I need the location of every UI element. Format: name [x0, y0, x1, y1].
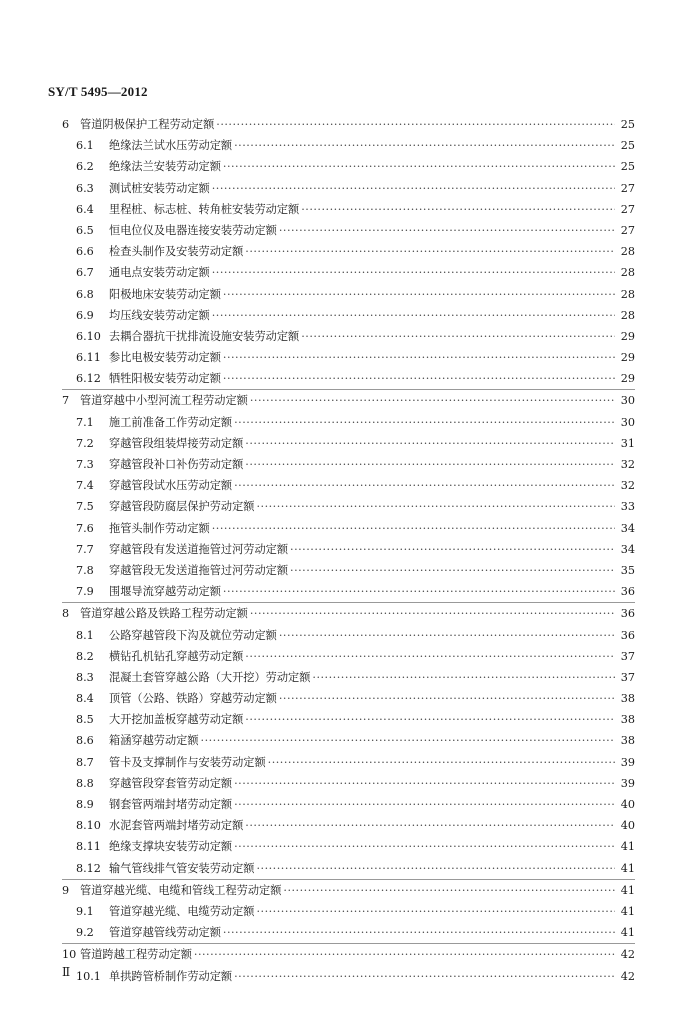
toc-entry-number: 6.9 [76, 308, 94, 322]
toc-entry-number: 7 [62, 394, 70, 408]
toc-dot-leader [234, 773, 615, 794]
toc-dot-leader [279, 220, 615, 241]
toc-entry-page: 41 [620, 840, 635, 854]
toc-section-entry[interactable] [76, 178, 635, 199]
toc-chapter-entry[interactable] [62, 390, 635, 411]
toc-dot-leader [245, 454, 615, 475]
toc-dot-leader [234, 966, 615, 987]
toc-entry-number: 8.3 [76, 670, 94, 684]
toc-entry-page: 40 [620, 819, 635, 833]
toc-entry-page: 38 [620, 713, 635, 727]
toc-entry-page: 34 [620, 542, 635, 556]
toc-entry-page: 37 [620, 670, 635, 684]
toc-entry-page: 34 [620, 521, 635, 535]
toc-entry-page: 27 [620, 181, 635, 195]
toc-section-entry[interactable] [76, 688, 635, 709]
toc-entry-number: 6.7 [76, 266, 94, 280]
toc-dot-leader [301, 326, 615, 347]
toc-dot-leader [301, 199, 615, 220]
toc-entry-page: 37 [620, 649, 635, 663]
toc-entry-title: 管道穿越光缆、电缆劳动定额 [109, 904, 255, 918]
toc-entry-page: 39 [620, 776, 635, 790]
toc-section-entry[interactable] [76, 539, 635, 560]
toc-section-entry[interactable] [76, 625, 635, 646]
toc-dot-leader [216, 114, 615, 135]
toc-dot-leader [223, 156, 615, 177]
toc-entry-title: 穿越管段无发送道拖管过河劳动定额 [109, 563, 289, 577]
toc-entry-title: 拖管头制作劳动定额 [109, 521, 210, 535]
toc-entry-number: 8 [62, 607, 70, 621]
toc-entry-title: 绝缘法兰试水压劳动定额 [109, 139, 233, 153]
toc-dot-leader [223, 922, 615, 943]
toc-entry-title: 箱涵穿越劳动定额 [109, 734, 199, 748]
toc-dot-leader [212, 262, 615, 283]
toc-entry-number: 7.7 [76, 542, 94, 556]
toc-dot-leader [250, 390, 615, 411]
toc-entry-page: 38 [620, 734, 635, 748]
document-code-header: SY/T 5495—2012 [48, 84, 148, 99]
toc-entry-page: 42 [620, 969, 635, 983]
toc-dot-leader [245, 646, 615, 667]
toc-dot-leader [234, 135, 615, 156]
toc-section-entry[interactable] [76, 368, 635, 389]
toc-section-entry[interactable] [76, 773, 635, 794]
toc-entry-number: 10 [62, 948, 77, 962]
toc-section-entry[interactable] [76, 815, 635, 836]
toc-entry-title: 穿越管段组装焊接劳动定额 [109, 436, 244, 450]
toc-entry-number: 6.2 [76, 160, 94, 174]
toc-dot-leader [234, 836, 615, 857]
toc-entry-number: 7.9 [76, 585, 94, 599]
toc-entry-number: 10.1 [76, 969, 101, 983]
toc-entry-title: 管卡及支撑制作与安装劳动定额 [109, 755, 266, 769]
toc-dot-leader [212, 178, 615, 199]
toc-entry-number: 6.6 [76, 245, 94, 259]
toc-section-entry[interactable] [76, 241, 635, 262]
toc-entry-number: 7.3 [76, 458, 94, 471]
toc-section-entry[interactable] [76, 347, 635, 368]
toc-entry-number: 8.5 [76, 713, 94, 727]
toc-entry-title: 单拱跨管桥制作劳动定额 [109, 969, 233, 983]
toc-entry-page: 30 [620, 394, 635, 408]
toc-entry-number: 8.1 [76, 628, 94, 642]
toc-entry-title: 施工前准备工作劳动定额 [109, 415, 233, 429]
toc-section-entry[interactable] [76, 581, 635, 602]
toc-entry-page: 36 [620, 585, 635, 599]
toc-entry-page: 28 [620, 308, 635, 322]
toc-entry-number: 7.8 [76, 563, 94, 577]
toc-entry-title: 通电点安装劳动定额 [109, 266, 210, 280]
toc-entry-page: 35 [620, 563, 635, 577]
toc-dot-leader [312, 667, 615, 688]
table-of-contents [0, 114, 691, 987]
toc-dot-leader [234, 475, 615, 496]
toc-entry-number: 8.7 [76, 755, 94, 769]
toc-entry-title: 管道穿越公路及铁路工程劳动定额 [80, 607, 248, 621]
toc-dot-leader [245, 241, 615, 262]
toc-dot-leader [256, 858, 615, 879]
toc-entry-page: 27 [620, 202, 635, 216]
toc-entry-page: 41 [620, 926, 635, 940]
toc-entry-page: 38 [620, 692, 635, 706]
toc-section-entry[interactable] [76, 326, 635, 347]
toc-entry-number: 8.11 [76, 840, 101, 854]
toc-entry-number: 6.3 [76, 181, 94, 195]
toc-entry-number: 6.8 [76, 287, 94, 301]
toc-entry-page: 27 [620, 223, 635, 237]
toc-entry-title: 绝缘法兰安装劳动定额 [109, 160, 221, 174]
toc-chapter-entry[interactable] [62, 880, 635, 901]
toc-entry-title: 管道阴极保护工程劳动定额 [80, 118, 215, 131]
toc-entry-page: 25 [620, 118, 635, 131]
toc-entry-title: 测试桩安装劳动定额 [109, 181, 210, 195]
toc-section-entry[interactable] [76, 305, 635, 326]
toc-dot-leader [250, 603, 615, 624]
toc-entry-number: 6.1 [76, 139, 94, 153]
toc-entry-page: 39 [620, 755, 635, 769]
toc-entry-title: 水泥套管两端封堵劳动定额 [109, 819, 244, 833]
toc-entry-number: 7.1 [76, 415, 94, 429]
toc-dot-leader [256, 901, 615, 922]
toc-entry-title: 管道跨越工程劳动定额 [80, 948, 192, 962]
toc-dot-leader [245, 433, 615, 454]
toc-entry-title: 牺牲阳极安装劳动定额 [109, 372, 221, 386]
toc-entry-number: 7.2 [76, 436, 94, 450]
toc-entry-page: 28 [620, 245, 635, 259]
toc-dot-leader [194, 944, 615, 965]
toc-dot-leader [290, 539, 615, 560]
toc-dot-leader [256, 496, 615, 517]
toc-entry-title: 围堰导流穿越劳动定额 [109, 585, 221, 599]
toc-entry-title: 穿越管段穿套管劳动定额 [109, 776, 233, 790]
toc-chapter-entry[interactable] [62, 603, 635, 624]
toc-entry-number: 6.11 [76, 351, 101, 365]
toc-dot-leader [245, 815, 615, 836]
toc-entry-title: 钢套管两端封堵劳动定额 [109, 798, 233, 811]
toc-dot-leader [223, 347, 615, 368]
toc-entry-page: 31 [620, 436, 635, 450]
toc-section-entry[interactable] [76, 496, 635, 517]
toc-entry-title: 均压线安装劳动定额 [109, 308, 210, 322]
toc-section-entry[interactable] [76, 156, 635, 177]
toc-entry-page: 41 [620, 861, 635, 875]
toc-entry-title: 检查头制作及安装劳动定额 [109, 245, 244, 259]
toc-section-entry[interactable] [76, 646, 635, 667]
toc-entry-title: 输气管线排气管安装劳动定额 [109, 861, 255, 875]
toc-dot-leader [212, 518, 615, 539]
toc-dot-leader [234, 794, 615, 815]
toc-section-entry[interactable] [76, 199, 635, 220]
toc-entry-page: 29 [620, 329, 635, 343]
toc-section-entry[interactable] [76, 794, 635, 815]
toc-section-entry[interactable] [76, 518, 635, 539]
toc-entry-number: 6.12 [76, 372, 101, 386]
toc-section-entry[interactable] [76, 667, 635, 688]
toc-entry-page: 42 [620, 948, 635, 962]
toc-dot-leader [223, 368, 615, 389]
toc-entry-title: 公路穿越管段下沟及就位劳动定额 [109, 628, 277, 642]
toc-entry-title: 里程桩、标志桩、转角桩安装劳动定额 [109, 202, 300, 216]
toc-entry-page: 29 [620, 372, 635, 386]
toc-chapter-entry[interactable] [62, 114, 635, 135]
toc-dot-leader [245, 709, 615, 730]
toc-entry-title: 参比电极安装劳动定额 [109, 351, 221, 365]
toc-dot-leader [201, 730, 615, 751]
toc-section-entry[interactable] [76, 560, 635, 581]
toc-entry-title: 阳极地床安装劳动定额 [109, 287, 221, 301]
toc-section-entry[interactable] [76, 433, 635, 454]
toc-entry-title: 横钻孔机钻孔穿越劳动定额 [109, 649, 244, 663]
toc-dot-leader [279, 688, 615, 709]
toc-dot-leader [212, 305, 615, 326]
toc-entry-title: 管道穿越光缆、电缆和管线工程劳动定额 [80, 883, 282, 897]
toc-entry-number: 6.5 [76, 223, 94, 237]
toc-entry-number: 9.2 [76, 926, 94, 940]
toc-dot-leader [279, 625, 615, 646]
toc-dot-leader [234, 412, 615, 433]
toc-section-entry[interactable] [76, 284, 635, 305]
toc-entry-number: 8.10 [76, 819, 101, 833]
toc-section-entry[interactable] [76, 412, 635, 433]
toc-dot-leader [268, 752, 615, 773]
toc-entry-page: 25 [620, 139, 635, 153]
page-number-roman: Ⅱ [62, 965, 71, 979]
toc-entry-number: 9.1 [76, 904, 94, 918]
toc-entry-number: 7.6 [76, 521, 94, 535]
toc-section-entry[interactable] [76, 922, 635, 943]
toc-entry-number: 6.10 [76, 329, 101, 343]
toc-entry-title: 恒电位仪及电器连接安装劳动定额 [109, 223, 277, 237]
toc-section-entry[interactable] [76, 709, 635, 730]
toc-entry-number: 8.9 [76, 798, 94, 811]
toc-section-entry[interactable] [76, 475, 635, 496]
toc-entry-page: 33 [620, 500, 635, 514]
toc-entry-number: 8.4 [76, 692, 94, 706]
toc-entry-page: 28 [620, 266, 635, 280]
toc-entry-page: 36 [620, 628, 635, 642]
toc-entry-page: 32 [620, 479, 635, 493]
toc-entry-page: 40 [620, 798, 635, 811]
toc-entry-page: 36 [620, 607, 635, 621]
toc-entry-page: 41 [620, 883, 635, 897]
toc-section-entry[interactable] [76, 752, 635, 773]
toc-entry-title: 穿越管段有发送道拖管过河劳动定额 [109, 542, 289, 556]
toc-dot-leader [283, 880, 615, 901]
toc-section-entry[interactable] [76, 901, 635, 922]
toc-entry-title: 穿越管段防腐层保护劳动定额 [109, 500, 255, 514]
toc-entry-title: 管道穿越管线劳动定额 [109, 926, 221, 940]
toc-section-entry[interactable] [76, 966, 635, 987]
toc-entry-number: 7.5 [76, 500, 94, 514]
toc-entry-page: 25 [620, 160, 635, 174]
toc-section-entry[interactable] [76, 135, 635, 156]
toc-section-entry[interactable] [76, 454, 635, 475]
toc-entry-title: 去耦合器抗干扰排流设施安装劳动定额 [109, 329, 300, 343]
toc-chapter-entry[interactable] [62, 944, 635, 965]
toc-dot-leader [223, 581, 615, 602]
toc-entry-number: 8.12 [76, 861, 101, 875]
toc-entry-title: 混凝土套管穿越公路（大开挖）劳动定额 [109, 670, 311, 684]
toc-entry-page: 41 [620, 904, 635, 918]
toc-entry-title: 大开挖加盖板穿越劳动定额 [109, 713, 244, 727]
toc-entry-title: 顶管（公路、铁路）穿越劳动定额 [109, 692, 277, 706]
toc-entry-page: 30 [620, 415, 635, 429]
toc-entry-page: 29 [620, 351, 635, 365]
toc-section-entry[interactable] [76, 262, 635, 283]
toc-entry-title: 穿越管段补口补伤劳动定额 [109, 458, 244, 471]
toc-entry-number: 7.4 [76, 479, 94, 493]
toc-entry-number: 8.8 [76, 776, 94, 790]
toc-section-entry[interactable] [76, 858, 635, 879]
toc-dot-leader [223, 284, 615, 305]
toc-entry-page: 32 [620, 458, 635, 471]
toc-entry-number: 6.4 [76, 202, 94, 216]
toc-section-entry[interactable] [76, 836, 635, 857]
toc-entry-number: 8.6 [76, 734, 94, 748]
toc-entry-title: 穿越管段试水压劳动定额 [109, 479, 233, 493]
toc-entry-number: 6 [62, 118, 70, 131]
toc-entry-page: 28 [620, 287, 635, 301]
toc-entry-title: 绝缘支撑块安装劳动定额 [109, 840, 233, 854]
toc-entry-number: 9 [62, 883, 70, 897]
toc-section-entry[interactable] [76, 220, 635, 241]
toc-section-entry[interactable] [76, 730, 635, 751]
toc-entry-title: 管道穿越中小型河流工程劳动定额 [80, 394, 248, 408]
toc-dot-leader [290, 560, 615, 581]
toc-entry-number: 8.2 [76, 649, 94, 663]
